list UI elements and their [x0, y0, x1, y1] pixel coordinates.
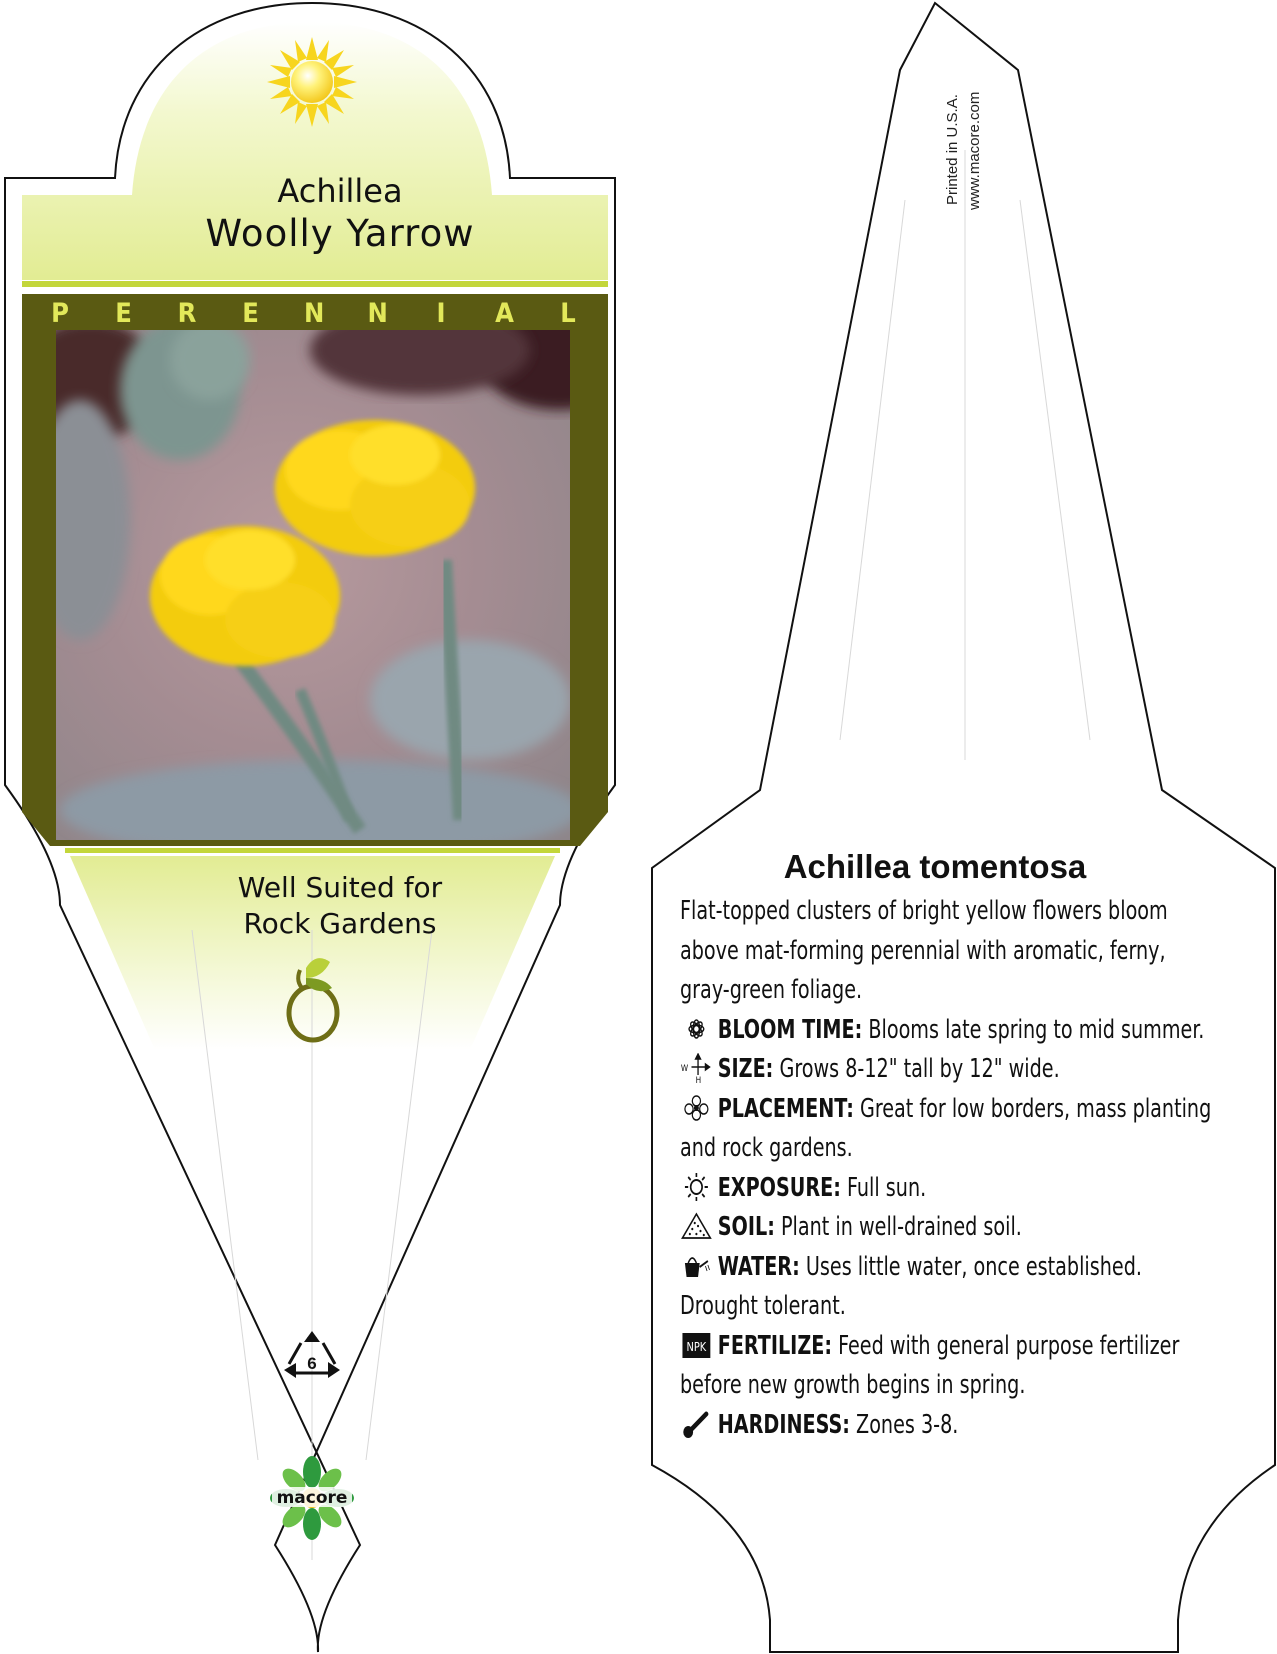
feature-line-1: Well Suited for [237, 871, 443, 904]
care-text: Feed with general purpose fertilizer [838, 1330, 1180, 1361]
thermometer-icon [680, 1409, 713, 1439]
description-line: Flat-topped clusters of bright yellow flowers bloom [680, 896, 1168, 926]
sun-icon [267, 37, 357, 127]
plant-description [680, 892, 1212, 1445]
recycle-number: 6 [307, 1354, 317, 1373]
category-letter: N [304, 298, 325, 329]
care-hardiness [680, 1406, 1156, 1446]
category-letter: R [177, 298, 197, 329]
plant-genus: Achillea [277, 172, 403, 210]
care-soil [680, 1208, 1156, 1248]
placement-icon [680, 1093, 713, 1123]
category-letter: E [115, 298, 132, 329]
brand-logo-text: macore [276, 1488, 348, 1508]
plant-common-name: Woolly Yarrow [205, 212, 475, 255]
watering-can-icon [680, 1251, 713, 1281]
scientific-name: Achillea tomentosa [783, 848, 1087, 885]
size-arrows-icon [680, 1053, 713, 1083]
category-label [50, 298, 578, 329]
category-letter: N [367, 298, 388, 329]
size-icon-h: H [695, 1074, 702, 1083]
care-label: WATER: [717, 1251, 800, 1282]
website: www.macore.com [966, 91, 983, 210]
care-text: Full sun. [847, 1172, 927, 1203]
care-fertilize [680, 1327, 1180, 1367]
sun-icon [680, 1172, 713, 1202]
description-line: above mat-forming perennial with aromatic, ferny, [680, 935, 1166, 966]
care-label: EXPOSURE: [717, 1172, 841, 1203]
care-text: Blooms late spring to mid summer. [868, 1014, 1205, 1045]
care-text: Uses little water, once established. [805, 1251, 1142, 1282]
npk-icon [680, 1330, 713, 1360]
care-text: Zones 3-8. [856, 1409, 959, 1440]
care-placement [680, 1090, 1212, 1130]
care-text: Plant in well-drained soil. [780, 1212, 1022, 1242]
category-letter: A [495, 298, 514, 329]
care-placement-cont: and rock gardens. [680, 1133, 853, 1163]
care-fertilize-cont: before new growth begins in spring. [680, 1370, 1026, 1400]
category-letter: E [242, 298, 259, 329]
category-letter: L [560, 298, 576, 329]
care-water [680, 1248, 1156, 1288]
care-label: FERTILIZE: [717, 1330, 833, 1361]
care-text: Grows 8-12" tall by 12" wide. [779, 1054, 1060, 1084]
care-label: SOIL: [717, 1212, 775, 1242]
care-label: PLACEMENT: [717, 1093, 854, 1124]
care-label: HARDINESS: [717, 1409, 850, 1440]
category-letter: P [51, 298, 69, 329]
description-line: gray-green foliage. [680, 975, 863, 1005]
soil-icon [680, 1211, 713, 1241]
printed-in: Printed in U.S.A. [944, 94, 961, 205]
care-text: Great for low borders, mass planting [859, 1093, 1212, 1124]
flower-icon [680, 1014, 713, 1044]
care-label: SIZE: [717, 1054, 774, 1084]
care-water-cont: Drought tolerant. [680, 1291, 846, 1321]
npk-text: NPK [686, 1339, 707, 1354]
care-label: BLOOM TIME: [717, 1014, 863, 1045]
care-exposure [680, 1169, 1156, 1209]
category-letter: I [436, 298, 446, 329]
feature-line-2: Rock Gardens [243, 907, 437, 940]
care-bloom-time [680, 1011, 1205, 1051]
care-size [680, 1050, 1156, 1090]
size-icon-w: W [680, 1062, 689, 1074]
